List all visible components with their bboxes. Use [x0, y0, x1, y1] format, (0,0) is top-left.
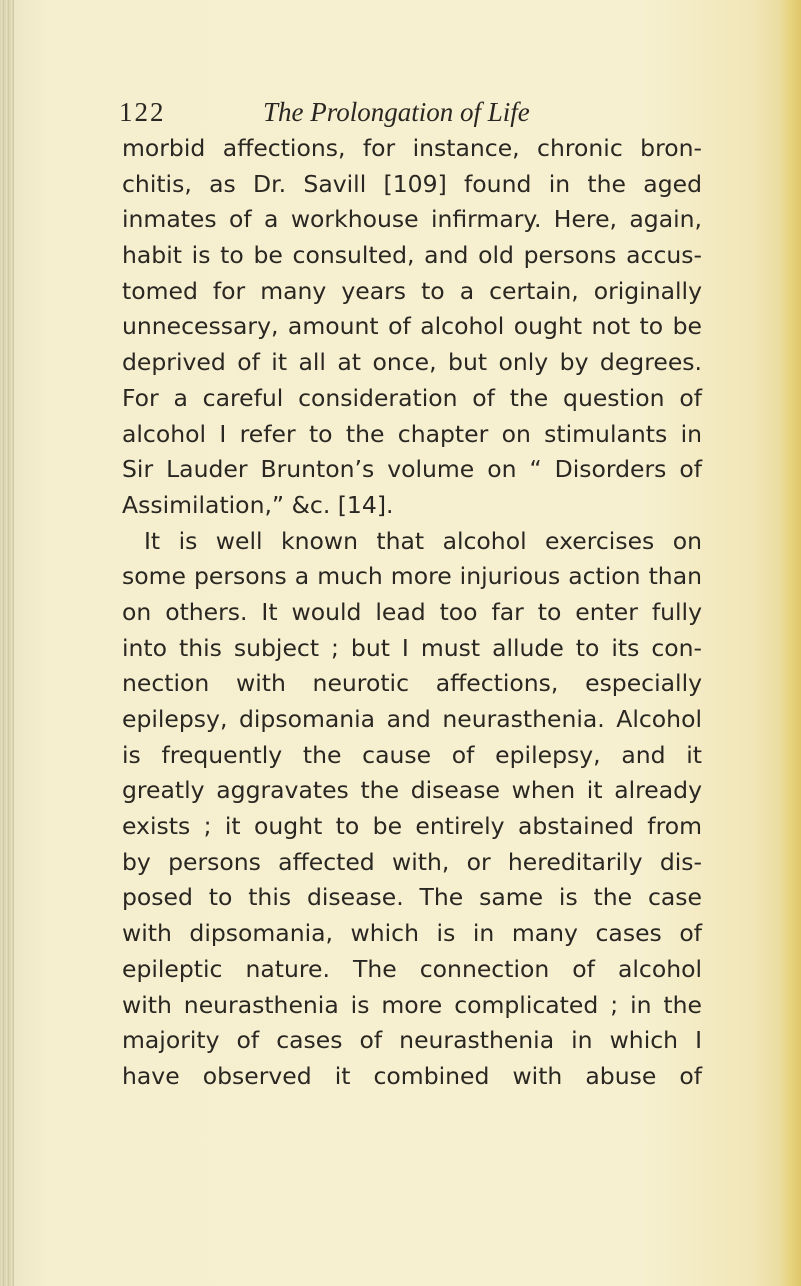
text-line: chitis, as Dr. Savill [109] found in the aged	[122, 169, 702, 198]
text-line: For a careful consideration of the question of	[122, 383, 702, 412]
page-number: 122	[119, 97, 166, 127]
text-line: by persons affected with, or hereditarily dis-	[122, 847, 702, 876]
text-line: inmates of a workhouse infirmary. Here, again,	[122, 205, 702, 234]
text-line: morbid affections, for instance, chronic bron-	[122, 134, 702, 162]
paragraph-end-line: Assimilation,” &c. [14].	[122, 490, 394, 519]
text-line: have observed it combined with abuse of	[122, 1061, 702, 1090]
page-outer-edge	[779, 0, 801, 1286]
text-line: habit is to be consulted, and old persons accus-	[122, 241, 702, 270]
body-text	[122, 131, 702, 1095]
page-gutter-edge	[0, 0, 14, 1286]
text-line: some persons a much more injurious action than	[122, 562, 702, 591]
text-line: epilepsy, dipsomania and neurasthenia. Alcohol	[122, 705, 702, 733]
text-line: nection with neurotic affections, especially	[122, 669, 702, 698]
text-line: unnecessary, amount of alcohol ought not to be	[122, 312, 702, 341]
text-line: into this subject ; but I must allude to its con-	[122, 633, 702, 662]
running-title: The Prolongation of Life	[263, 97, 530, 127]
text-line: deprived of it all at once, but only by degrees.	[122, 348, 702, 377]
text-line: on others. It would lead too far to enter fully	[122, 597, 702, 626]
text-line: tomed for many years to a certain, originally	[122, 276, 702, 305]
text-line: majority of cases of neurasthenia in which I	[122, 1026, 702, 1055]
page-header	[119, 92, 679, 132]
text-line: exists ; it ought to be entirely abstained from	[122, 812, 702, 841]
text-line: with neurasthenia is more complicated ; in the	[122, 990, 702, 1019]
paragraph-start-line: It is well known that alcohol exercises on	[144, 526, 702, 555]
text-line: with dipsomania, which is in many cases of	[122, 919, 702, 948]
text-line: posed to this disease. The same is the case	[122, 883, 702, 912]
text-line: Sir Lauder Brunton’s volume on “ Disorders of	[122, 455, 702, 484]
text-line: is frequently the cause of epilepsy, and it	[122, 740, 702, 769]
text-line: alcohol I refer to the chapter on stimulants in	[122, 419, 702, 448]
text-line: greatly aggravates the disease when it already	[122, 776, 702, 805]
text-line: epileptic nature. The connection of alcohol	[122, 954, 702, 983]
